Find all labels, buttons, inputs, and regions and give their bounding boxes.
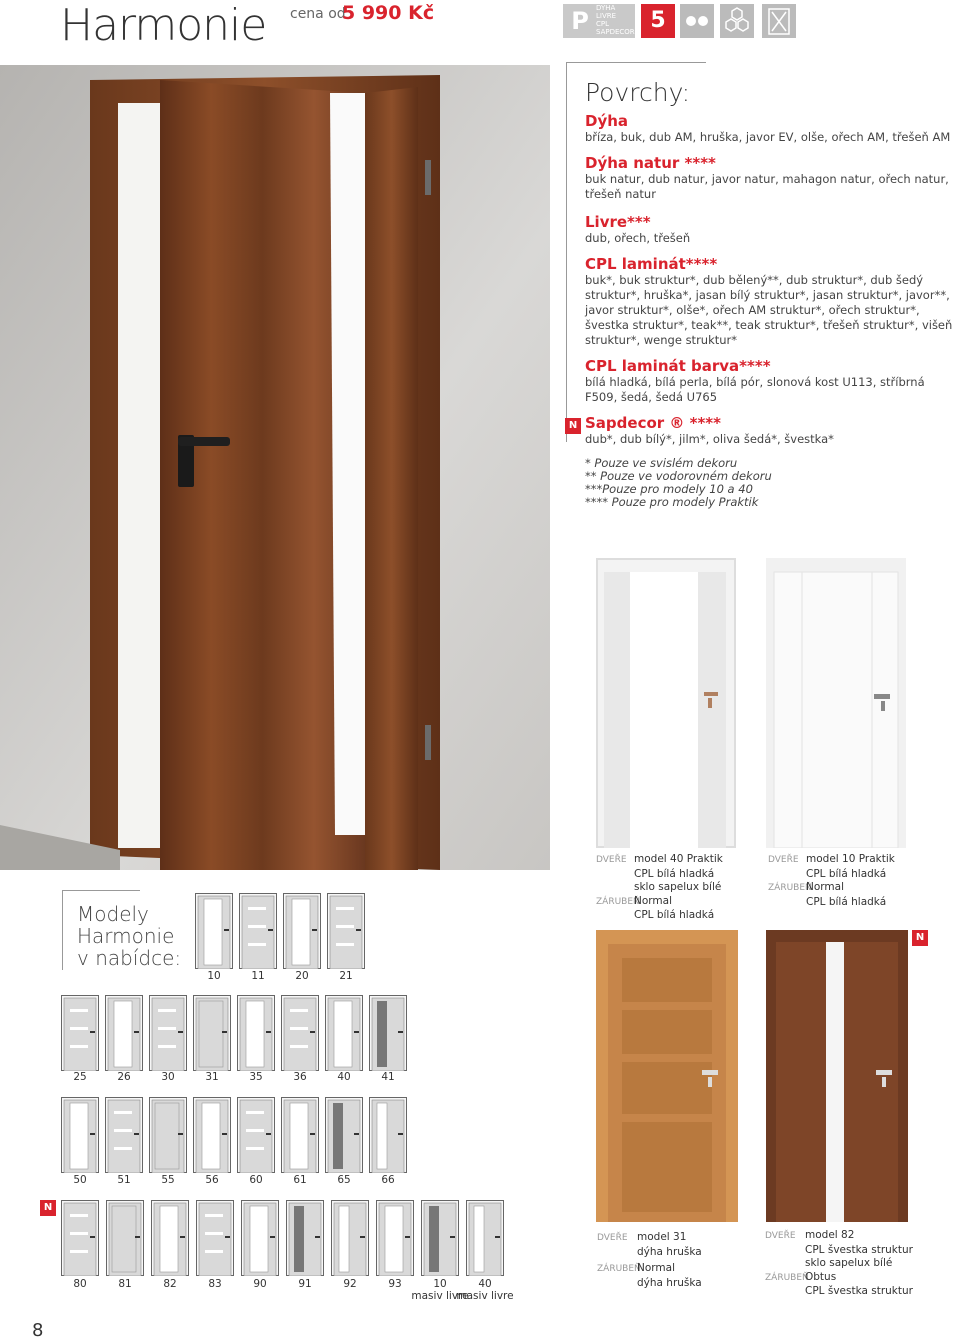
model-thumbnail-91 bbox=[286, 1200, 324, 1276]
model-number: 40 bbox=[337, 1071, 351, 1083]
door-value: model 82 bbox=[805, 1229, 855, 1241]
frame-key: ZÁRUBEŇ bbox=[597, 1264, 641, 1274]
product-photo-plum bbox=[766, 930, 908, 1222]
surface-text: dub*, dub bílý*, jilm*, oliva šedá*, švestka* bbox=[585, 432, 834, 446]
door-value: dýha hruška bbox=[637, 1245, 702, 1258]
dots-icon bbox=[680, 4, 714, 38]
surface-text: bříza, buk, dub AM, hruška, javor EV, olše, ořech AM, třešeň AM bbox=[585, 130, 951, 144]
frame-value: Obtus bbox=[805, 1270, 837, 1283]
door-value: CPL bílá hladká bbox=[806, 867, 887, 880]
surface-heading: CPL laminát**** bbox=[585, 255, 718, 273]
divider bbox=[566, 62, 567, 442]
model-number: 80 bbox=[73, 1278, 87, 1290]
surface-heading: Sapdecor ® **** bbox=[585, 414, 721, 432]
model-number: 40 bbox=[478, 1278, 492, 1290]
model-number: 56 bbox=[205, 1174, 219, 1186]
surface-text: buk natur, dub natur, javor natur, mahagon natur, ořech natur, třešeň natur bbox=[585, 172, 949, 201]
divider bbox=[62, 890, 63, 970]
model-thumbnail-21 bbox=[327, 893, 365, 969]
door-value: sklo sapelux bílé bbox=[634, 881, 722, 893]
footnotes bbox=[585, 457, 772, 509]
model-number: 81 bbox=[118, 1278, 132, 1290]
product-label bbox=[596, 853, 723, 923]
model-subtitle: masiv livre bbox=[411, 1290, 469, 1302]
model-number: 10 bbox=[433, 1278, 447, 1290]
badge-line: CPL bbox=[596, 20, 610, 28]
model-thumbnail-10 bbox=[421, 1200, 459, 1276]
page-title: Harmonie bbox=[60, 0, 267, 51]
model-number: 35 bbox=[249, 1071, 263, 1083]
model-thumbnail-25 bbox=[61, 995, 99, 1071]
frame-key: ZÁRUBEŇ bbox=[765, 1272, 809, 1283]
new-badge: N bbox=[912, 930, 928, 946]
door-key: DVEŘE bbox=[597, 1233, 628, 1243]
frame-key: ZÁRUBEŇ bbox=[596, 896, 640, 907]
frame-value: Normal bbox=[806, 881, 844, 893]
model-number: 21 bbox=[339, 970, 353, 982]
model-thumbnail-92 bbox=[331, 1200, 369, 1276]
model-number: 20 bbox=[295, 970, 309, 982]
model-thumbnail-90 bbox=[241, 1200, 279, 1276]
hero-door-photo bbox=[0, 65, 550, 870]
price-value: 5 990 Kč bbox=[342, 2, 435, 24]
model-thumbnail-10 bbox=[195, 893, 233, 969]
door-value: model 40 Praktik bbox=[634, 853, 723, 865]
surface-group bbox=[585, 213, 960, 246]
badge-line: LIVRE bbox=[596, 12, 617, 20]
badge-number: 5 bbox=[641, 4, 675, 38]
model-thumbnail-40 bbox=[466, 1200, 504, 1276]
model-number: 36 bbox=[293, 1071, 307, 1083]
model-number: 66 bbox=[381, 1174, 395, 1186]
badge-surface-list bbox=[593, 4, 635, 38]
model-number: 91 bbox=[298, 1278, 312, 1290]
models-title-line: v nabídce: bbox=[77, 946, 182, 970]
surface-group bbox=[585, 414, 960, 447]
model-thumbnail-60 bbox=[237, 1097, 275, 1173]
model-number: 50 bbox=[73, 1174, 87, 1186]
model-number: 83 bbox=[208, 1278, 222, 1290]
model-thumbnail-82 bbox=[151, 1200, 189, 1276]
door-value: CPL švestka struktur bbox=[805, 1243, 913, 1256]
model-thumbnail-26 bbox=[105, 995, 143, 1071]
model-number: 51 bbox=[117, 1174, 131, 1186]
frame-value: Normal bbox=[634, 894, 672, 907]
frame-key: ZÁRUBEŇ bbox=[768, 883, 812, 893]
model-thumbnail-83 bbox=[196, 1200, 234, 1276]
model-number: 82 bbox=[163, 1278, 177, 1290]
model-thumbnail-56 bbox=[193, 1097, 231, 1173]
model-thumbnail-11 bbox=[239, 893, 277, 969]
model-thumbnail-31 bbox=[193, 995, 231, 1071]
model-thumbnail-66 bbox=[369, 1097, 407, 1173]
door-value: sklo sapelux bílé bbox=[805, 1257, 893, 1269]
model-number: 41 bbox=[381, 1071, 395, 1083]
model-thumbnail-41 bbox=[369, 995, 407, 1071]
model-thumbnail-36 bbox=[281, 995, 319, 1071]
model-thumbnail-80 bbox=[61, 1200, 99, 1276]
frame-value: CPL bílá hladká bbox=[634, 909, 715, 921]
new-badge: N bbox=[565, 418, 581, 434]
surface-group bbox=[585, 112, 960, 145]
model-thumbnail-50 bbox=[61, 1097, 99, 1173]
door-frame-icon bbox=[762, 4, 796, 38]
frame-value: CPL švestka struktur bbox=[805, 1285, 913, 1297]
surface-group bbox=[585, 154, 960, 202]
model-thumbnail-65 bbox=[325, 1097, 363, 1173]
door-key: DVEŘE bbox=[765, 1231, 796, 1241]
surface-text: buk*, buk struktur*, dub bělený**, dub struktur*, dub šedý struktur*, hruška*, jasan bílý struktur*, jasan struktur*, javor**, javor struktur*, olše*, ořech AM struktur*, ořech struktur*, švestka struktur*, teak**, teak struktur*, třešeň struktur*, višeň struktur*, wenge struktur* bbox=[585, 273, 953, 347]
model-number: 93 bbox=[388, 1278, 402, 1290]
model-thumbnail-30 bbox=[149, 995, 187, 1071]
page-number: 8 bbox=[32, 1320, 44, 1339]
door-value: CPL bílá hladká bbox=[634, 867, 715, 880]
product-photo-white bbox=[766, 558, 906, 848]
models-title-line: Harmonie bbox=[77, 924, 175, 948]
door-key: DVEŘE bbox=[768, 855, 799, 865]
surface-text: dub, ořech, třešeň bbox=[585, 231, 691, 245]
badge-line: DÝHA bbox=[596, 4, 616, 12]
surface-heading: Livre*** bbox=[585, 213, 651, 231]
surface-heading: Dýha bbox=[585, 112, 629, 130]
model-number: 65 bbox=[337, 1174, 351, 1186]
product-label bbox=[768, 853, 895, 909]
model-number: 26 bbox=[117, 1071, 131, 1083]
model-number: 10 bbox=[207, 970, 221, 982]
surface-group bbox=[585, 357, 960, 405]
surface-heading: CPL laminát barva**** bbox=[585, 357, 771, 375]
price-label: cena od bbox=[290, 6, 346, 22]
models-title bbox=[77, 903, 181, 969]
model-number: 90 bbox=[253, 1278, 267, 1290]
model-number: 31 bbox=[205, 1071, 219, 1083]
model-thumbnail-51 bbox=[105, 1097, 143, 1173]
footnote: **** Pouze pro modely Praktik bbox=[585, 495, 759, 509]
badge-p: P bbox=[563, 4, 597, 38]
model-thumbnail-93 bbox=[376, 1200, 414, 1276]
frame-value: CPL bílá hladká bbox=[806, 895, 887, 908]
divider bbox=[62, 890, 140, 891]
product-photo-white-glass bbox=[596, 558, 736, 848]
surfaces-title: Povrchy: bbox=[585, 78, 690, 107]
model-thumbnail-55 bbox=[149, 1097, 187, 1173]
model-number: 61 bbox=[293, 1174, 307, 1186]
surface-group bbox=[585, 255, 960, 348]
model-number: 92 bbox=[343, 1278, 357, 1290]
model-number: 11 bbox=[251, 970, 265, 982]
new-badge: N bbox=[40, 1200, 56, 1216]
product-photo-pear bbox=[596, 930, 738, 1222]
footnote: ** Pouze ve vodorovném dekoru bbox=[585, 469, 772, 483]
model-number: 60 bbox=[249, 1174, 263, 1186]
model-number: 25 bbox=[73, 1071, 87, 1083]
door-value: model 10 Praktik bbox=[806, 853, 895, 865]
model-thumbnail-40 bbox=[325, 995, 363, 1071]
model-number: 30 bbox=[161, 1071, 175, 1083]
surface-text: bílá hladká, bílá perla, bílá pór, slonová kost U113, stříbrná F509, šedá, šedá U765 bbox=[585, 375, 925, 404]
hexagon-icon bbox=[720, 4, 754, 38]
model-thumbnail-20 bbox=[283, 893, 321, 969]
model-thumbnail-35 bbox=[237, 995, 275, 1071]
door-value: model 31 bbox=[637, 1231, 687, 1243]
model-thumbnail-81 bbox=[106, 1200, 144, 1276]
divider bbox=[566, 62, 706, 63]
frame-value: Normal bbox=[637, 1262, 675, 1274]
product-label bbox=[597, 1231, 702, 1290]
model-subtitle: masiv livre bbox=[456, 1290, 514, 1302]
footnote: * Pouze ve svislém dekoru bbox=[585, 456, 738, 470]
door-key: DVEŘE bbox=[596, 855, 627, 865]
frame-value: dýha hruška bbox=[637, 1276, 702, 1289]
model-number: 55 bbox=[161, 1174, 175, 1186]
footnote: ***Pouze pro modely 10 a 40 bbox=[585, 482, 753, 496]
product-label bbox=[765, 1229, 913, 1299]
surface-heading: Dýha natur **** bbox=[585, 154, 716, 172]
models-title-line: Modely bbox=[77, 902, 149, 926]
model-thumbnail-61 bbox=[281, 1097, 319, 1173]
badge-line: SAPDECOR bbox=[596, 28, 635, 36]
